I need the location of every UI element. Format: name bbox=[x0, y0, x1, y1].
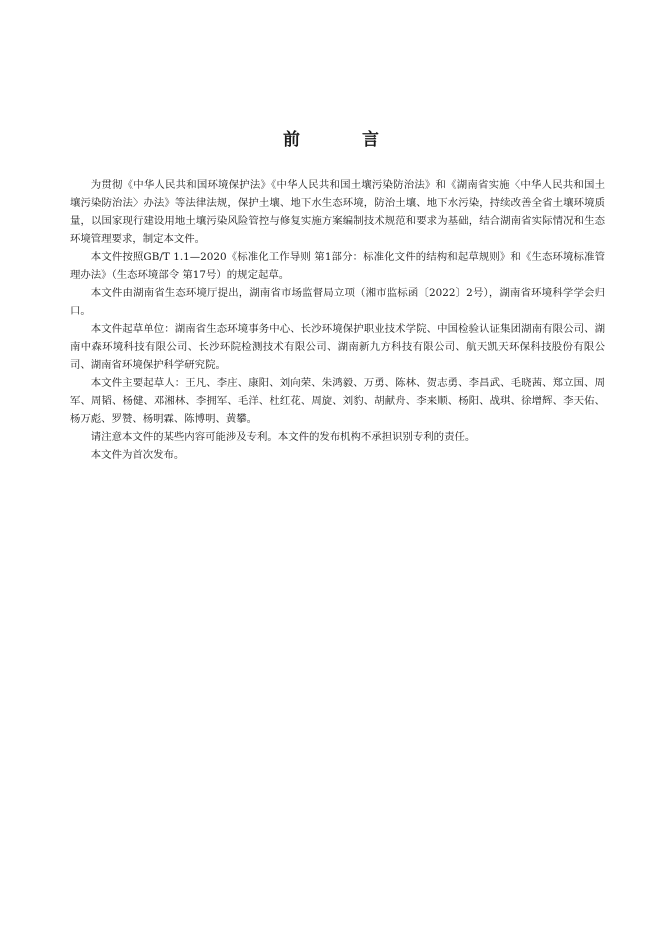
paragraph-patent-notice: 请注意本文件的某些内容可能涉及专利。本文件的发布机构不承担识别专利的责任。 bbox=[90, 431, 476, 443]
paragraph-drafting-units: 本文件起草单位：湖南省生态环境事务中心、长沙环境保护职业技术学院、中国检验认证集团湖南有限公司、湖南中森环境科技有限公司、长沙环院检测技术有限公司、湖南新九方科技有限公司、航天凯天环保科技股份有限公司、湖南省环境保护科学研究院。 bbox=[70, 323, 605, 371]
paragraph-drafters: 本文件主要起草人：王凡、李庄、康阳、刘向荣、朱鸿毅、万勇、陈林、贺志勇、李昌武、毛晓茜、郑立国、周军、周韬、杨健、邓湘林、李拥军、毛洋、杜红花、周旋、刘豹、胡献舟、李来顺、杨阳、战琪、徐增辉、李天佑、杨万彪、罗赞、杨明霖、陈博明、黄攀。 bbox=[70, 377, 605, 425]
paragraph-proposer: 本文件由湖南省生态环境厅提出，湖南省市场监督局立项（湘市监标函〔2022〕2号），湖南省环境科学学会归口。 bbox=[70, 287, 605, 317]
paragraph-purpose: 为贯彻《中华人民共和国环境保护法》《中华人民共和国土壤污染防治法》和《湖南省实施〈中华人民共和国土壤污染防治法〉办法》等法律法规，保护土壤、地下水生态环境，防治土壤、地下水污染，持续改善全省土壤环境质量，以国家现行建设用地土壤污染风险管控与修复实施方案编制技术规范和要求为基础，结合湖南省实际情况和生态环境管理要求，制定本文件。 bbox=[70, 179, 605, 245]
page-title: 前 言 bbox=[283, 130, 407, 150]
foreword-body bbox=[70, 176, 605, 464]
paragraph-first-release: 本文件为首次发布。 bbox=[90, 449, 185, 461]
paragraph-drafting-rules: 本文件按照GB/T 1.1—2020《标准化工作导则 第1部分：标准化文件的结构和起草规则》和《生态环境标准管理办法》（生态环境部令 第17号）的规定起草。 bbox=[70, 251, 605, 281]
